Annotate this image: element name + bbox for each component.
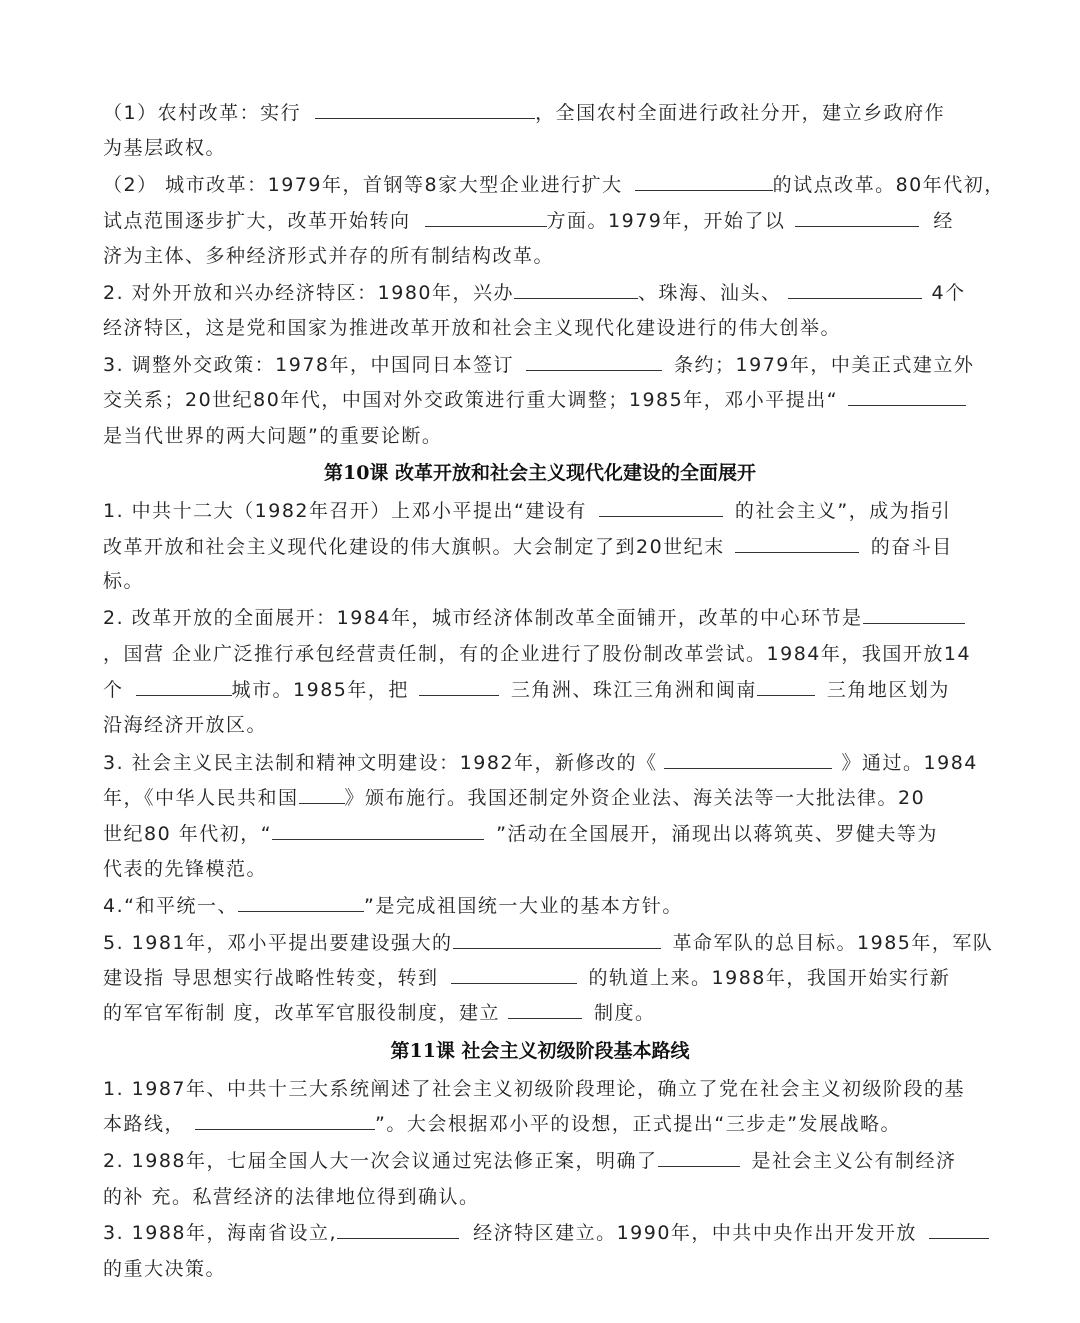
item-text: 1. 1987年、中共十三大系统阐述了社会主义初级阶段理论，确立了党在社会主义初级阶段的基 [103, 1078, 966, 1100]
item-text: 2. 1988年，七届全国人大一次会议通过宪法修正案，明确了 [103, 1150, 658, 1172]
answer-blank[interactable] [848, 387, 966, 406]
answer-blank[interactable] [136, 677, 232, 696]
item-text: 的补 充。私营经济的法律地位得到确认。 [103, 1186, 480, 1208]
lesson-11-title: 第11课 社会主义初级阶段基本路线 [390, 1040, 690, 1062]
text-line [103, 135, 983, 161]
text-line [103, 930, 994, 956]
item-text: 的社会主义”，成为指引 [734, 500, 952, 522]
answer-blank[interactable] [272, 821, 484, 840]
item-text: 的轨道上来。1988年，我国开始实行新 [588, 967, 951, 989]
item-text: 是社会主义公有制经济 [751, 1150, 957, 1172]
text-line [103, 750, 983, 776]
text-line [103, 712, 983, 738]
answer-blank[interactable] [195, 1111, 375, 1130]
item-text: 经济特区建立。1990年，中共中央作出开发开放 [473, 1222, 917, 1244]
answer-blank[interactable] [664, 750, 832, 769]
item-text: 沿海经济开放区。 [103, 714, 268, 736]
item-text: 的重大决策。 [103, 1258, 227, 1280]
item-text: 革命军队的总目标。1985年，军队 [672, 932, 994, 954]
answer-blank[interactable] [425, 208, 547, 227]
text-line [103, 1184, 983, 1210]
answer-blank[interactable] [863, 605, 965, 624]
item-text: ”。大会根据邓小平的设想，正式提出“三步走”发展战略。 [375, 1113, 902, 1135]
text-line [103, 172, 1005, 198]
item-text: 年，《中华人民共和国 [103, 787, 299, 809]
text-line [103, 100, 983, 126]
item-text: 5. 1981年，邓小平提出要建设强大的 [103, 932, 453, 954]
item-text: 为基层政权。 [103, 137, 227, 159]
item-text: 的军官军衔制 度，改革军官服役制度，建立 [103, 1002, 501, 1024]
item-text: 条约；1979年，中美正式建立外 [674, 354, 975, 376]
item-text: ”是完成祖国统一大业的基本方针。 [363, 895, 683, 917]
text-line [103, 641, 983, 667]
text-line [103, 965, 983, 991]
answer-blank[interactable] [788, 280, 922, 299]
item-text: 改革开放和社会主义现代化建设的伟大旗帜。大会制定了到20世纪末 [103, 536, 725, 558]
text-line [103, 1111, 983, 1137]
item-text: 的奋斗目 [870, 536, 953, 558]
item-text: 世纪80 年代初，“ [103, 823, 273, 845]
answer-blank[interactable] [526, 352, 662, 371]
text-line [103, 1256, 983, 1282]
item-text: 4.“和平统一、 [103, 895, 238, 917]
item-text: ”活动在全国展开，涌现出以蒋筑英、罗健夫等为 [496, 823, 938, 845]
item-text: 是当代世界的两大问题”的重要论断。 [103, 425, 443, 447]
answer-blank[interactable] [795, 208, 919, 227]
item-text: 个 [103, 679, 124, 701]
item-text: 经 [933, 210, 954, 232]
item-text: 》通过。1984 [841, 752, 978, 774]
lesson-10-title: 第10课 改革开放和社会主义现代化建设的全面展开 [323, 462, 757, 484]
text-line [103, 1000, 983, 1026]
text-line [103, 208, 983, 234]
item-text: 代表的先锋模范。 [103, 858, 268, 880]
answer-blank[interactable] [658, 1148, 740, 1167]
item-text: ，全国农村全面进行政社分开，建立乡政府作 [535, 102, 946, 124]
item-text: ，国营 企业广泛推行承包经营责任制，有的企业进行了股份制改革尝试。1984年，我国开放14 [103, 643, 972, 665]
text-line [103, 893, 983, 919]
answer-blank[interactable] [508, 1000, 582, 1019]
answer-blank[interactable] [451, 965, 577, 984]
item-text: 2. 对外开放和兴办经济特区：1980年，兴办 [103, 282, 515, 304]
item-text: 、珠海、汕头、 [638, 282, 782, 304]
text-line [103, 605, 983, 631]
item-text: （2） 城市改革：1979年，首钢等8家大型企业进行扩大 [103, 174, 623, 196]
text-line [103, 821, 983, 847]
answer-blank[interactable] [419, 677, 499, 696]
answer-blank[interactable] [757, 677, 815, 696]
answer-blank[interactable] [735, 534, 859, 553]
text-line [103, 1148, 983, 1174]
item-text: 三角洲、珠江三角洲和闽南 [510, 679, 757, 701]
item-text: 2. 改革开放的全面展开：1984年，城市经济体制改革全面铺开，改革的中心环节是 [103, 607, 863, 629]
item-text: 试点范围逐步扩大，改革开始转向 [103, 210, 411, 232]
item-text: 城市。1985年，把 [231, 679, 409, 701]
item-text: 3. 社会主义民主法制和精神文明建设：1982年，新修改的《 [103, 752, 658, 774]
item-text: 的试点改革。80年代初， [772, 174, 1005, 196]
text-line [103, 387, 983, 413]
answer-blank[interactable] [635, 172, 773, 191]
text-line [103, 243, 983, 269]
text-line [103, 280, 983, 306]
item-text: 经济特区，这是党和国家为推进改革开放和社会主义现代化建设进行的伟大创举。 [103, 317, 842, 339]
text-line [103, 498, 983, 524]
item-text: （1）农村改革：实行 [103, 102, 302, 124]
item-text: 3. 1988年，海南省设立, [103, 1222, 338, 1244]
item-text: 》颁布施行。我国还制定外资企业法、海关法等一大批法律。20 [344, 787, 926, 809]
answer-blank[interactable] [337, 1220, 459, 1239]
answer-blank[interactable] [238, 893, 364, 912]
text-line [103, 1076, 983, 1102]
item-text: 济为主体、多种经济形式并存的所有制结构改革。 [103, 245, 555, 267]
text-line [103, 785, 983, 811]
item-text: 制度。 [594, 1002, 656, 1024]
answer-blank[interactable] [315, 100, 535, 119]
text-line [103, 423, 983, 449]
text-line [103, 568, 983, 594]
answer-blank[interactable] [514, 280, 638, 299]
text-line [103, 352, 983, 378]
item-text: 交关系；20世纪80年代，中国对外交政策进行重大调整；1985年，邓小平提出“ [103, 389, 839, 411]
item-text: 三角地区划为 [826, 679, 950, 701]
item-text: 3. 调整外交政策：1978年，中国同日本签订 [103, 354, 515, 376]
answer-blank[interactable] [299, 785, 345, 804]
answer-blank[interactable] [453, 930, 661, 949]
text-line [103, 1220, 983, 1246]
item-text: 标。 [103, 570, 145, 592]
item-text: 1. 中共十二大（1982年召开）上邓小平提出“建设有 [103, 500, 587, 522]
text-line [103, 677, 983, 703]
item-text: 本路线， [103, 1113, 186, 1135]
answer-blank[interactable] [599, 498, 723, 517]
text-line [103, 534, 983, 560]
item-text: 建设指 导思想实行战略性转变，转到 [103, 967, 439, 989]
item-text: 方面。1979年，开始了以 [546, 210, 786, 232]
item-text: 4个 [931, 282, 966, 304]
answer-blank[interactable] [929, 1220, 989, 1239]
text-line [103, 315, 983, 341]
text-line [103, 856, 983, 882]
